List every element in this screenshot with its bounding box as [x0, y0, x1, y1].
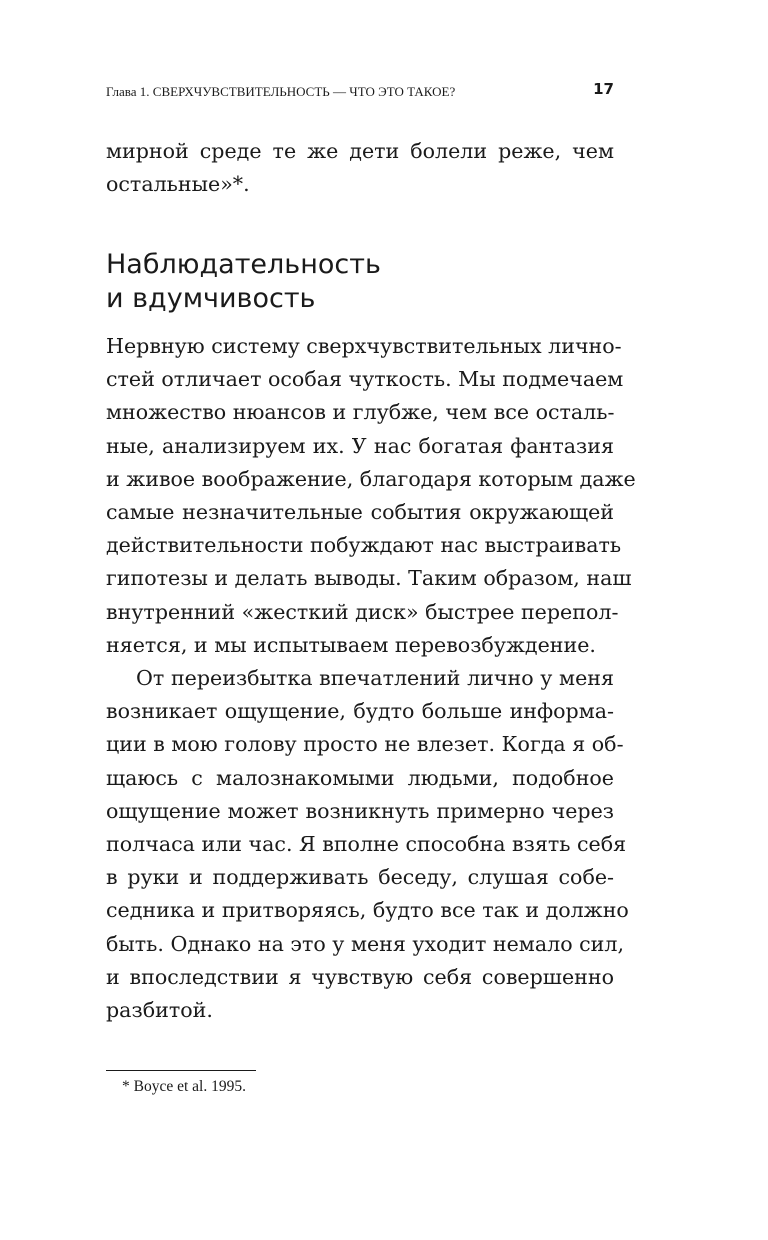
- text-line: гипотезы и делать выводы. Таким образом, наш: [106, 566, 632, 591]
- text-line: ощущение может возникнуть примерно через: [106, 798, 614, 823]
- text-line: полчаса или час. Я вполне способна взять себя: [106, 832, 627, 857]
- continued-paragraph: [106, 135, 614, 201]
- text-line: седника и притворяясь, будто все так и должно: [106, 898, 629, 923]
- running-head: Глава 1. СВЕРХЧУВСТВИТЕЛЬНОСТЬ — ЧТО ЭТО ТАКОЕ?: [106, 84, 456, 99]
- text-line: и впоследствии я чувствую себя совершенно: [106, 964, 614, 989]
- text-line: внутренний «жесткий диск» быстрее перепол-: [106, 599, 619, 624]
- text-line: в руки и поддерживать беседу, слушая собе-: [106, 865, 614, 890]
- text-line: Нервную систему сверхчувствительных лично-: [106, 334, 622, 358]
- paragraph-1: [106, 330, 636, 662]
- body-text: [106, 330, 636, 1027]
- section-heading-line-1: Наблюдательность: [106, 249, 381, 280]
- text-line: От переизбытка впечатлений лично у меня: [136, 666, 614, 691]
- footnote-rule: [106, 1070, 256, 1071]
- text-line: действительности побуждают нас выстраивать: [106, 533, 622, 558]
- text-line: самые незначительные события окружающей: [106, 500, 614, 525]
- text-line: стей отличает особая чуткость. Мы подмечаем: [106, 367, 624, 392]
- footnote: * Boyce et al. 1995.: [122, 1078, 246, 1095]
- text-line: разбитой.: [106, 998, 213, 1023]
- section-heading: [106, 248, 614, 316]
- page-number: 17: [593, 80, 614, 98]
- text-line: быть. Однако на это у меня уходит немало сил,: [106, 931, 625, 956]
- text-line: щаюсь с малознакомыми людьми, подобное: [106, 765, 614, 790]
- paragraph-2: [106, 662, 629, 1027]
- text-line: ции в мою голову просто не влезет. Когда я об-: [106, 732, 624, 757]
- text-line: и живое воображение, благодаря которым даже: [106, 466, 636, 491]
- text-line: ные, анализируем их. У нас богатая фантазия: [106, 433, 614, 458]
- text-line: няется, и мы испытываем перевозбуждение.: [106, 632, 596, 657]
- text-line: мирной среде те же дети болели реже, чем: [106, 139, 614, 163]
- text-line: множество нюансов и глубже, чем все осталь-: [106, 400, 615, 425]
- section-heading-line-2: и вдумчивость: [106, 283, 316, 314]
- text-line: возникает ощущение, будто больше информа-: [106, 699, 614, 724]
- text-line: остальные»*.: [106, 172, 250, 197]
